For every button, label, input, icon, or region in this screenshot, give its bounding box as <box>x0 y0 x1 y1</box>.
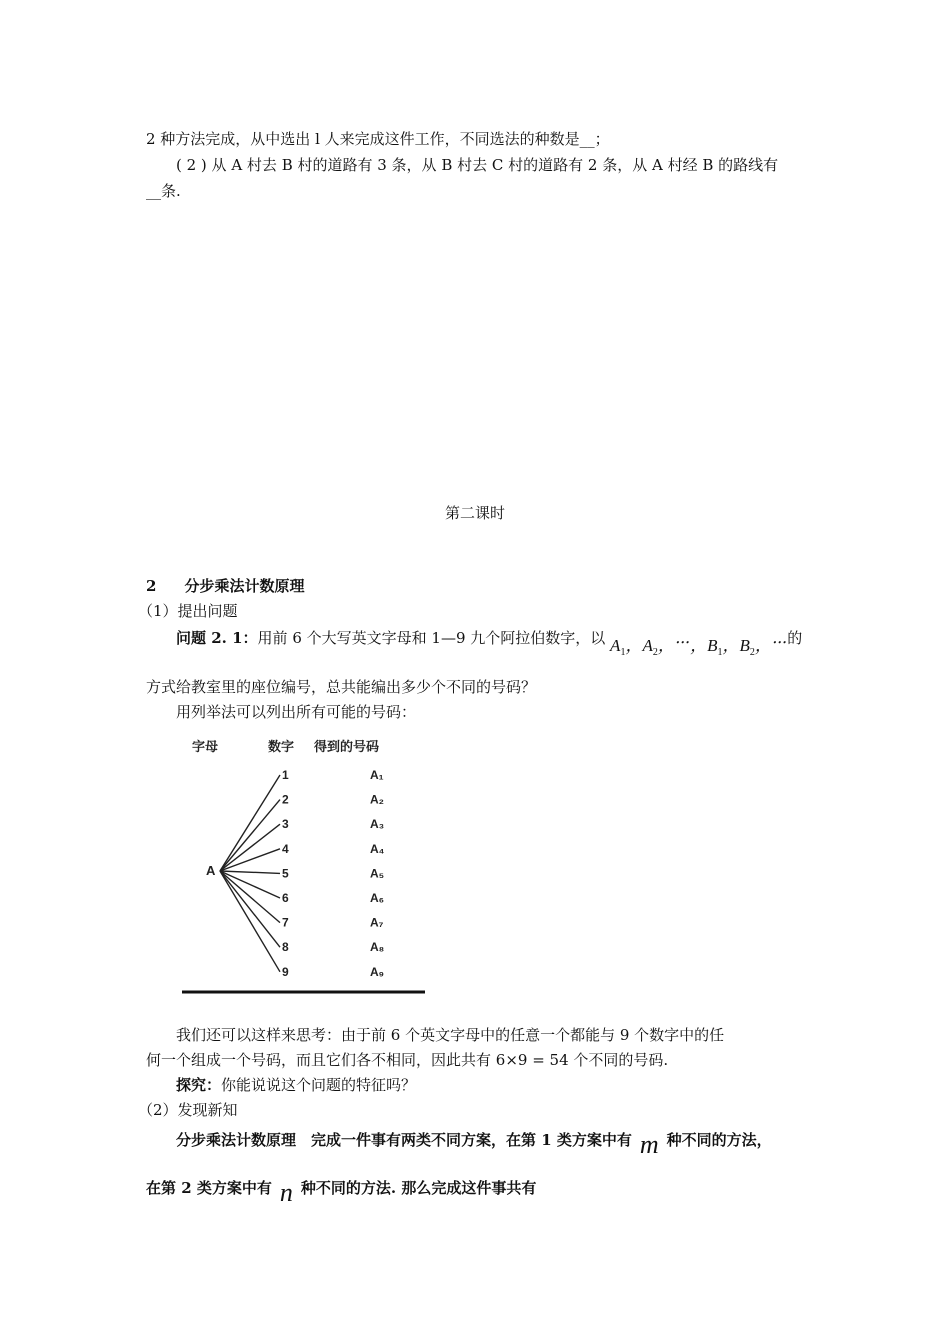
tree-branch <box>220 871 280 947</box>
problem-label: 问题 2. 1： <box>176 629 258 647</box>
explore-label: 探究： <box>176 1076 222 1094</box>
tree-code: A₁ <box>370 768 384 782</box>
enumeration-intro: 用列举法可以列出所有可能的号码： <box>176 703 417 721</box>
subsection-1: （1）提出问题 <box>138 602 238 620</box>
variable-n: n <box>279 1178 293 1207</box>
principle-text-a: 分步乘法计数原理 完成一件事有两类不同方案，在第 1 类方案中有 <box>176 1131 632 1149</box>
tree-diagram <box>180 735 430 1000</box>
tree-branch <box>220 824 280 871</box>
tree-branch <box>220 775 280 871</box>
tree-branch <box>220 871 280 972</box>
problem-text-a: 用前 6 个大写英文字母和 1—9 九个阿拉伯数字，以 <box>257 629 606 647</box>
subsection-2: （2）发现新知 <box>138 1101 238 1119</box>
tree-header: 数字 <box>268 739 295 754</box>
tree-branch <box>220 871 280 898</box>
variable-m: m <box>639 1130 659 1159</box>
tree-code: A₅ <box>370 866 385 881</box>
principle-text-b: 种不同的方法， <box>666 1131 772 1149</box>
tree-code: A₇ <box>370 915 384 930</box>
tree-header: 字母 <box>192 739 219 754</box>
problem-text-b: 的 <box>787 629 803 647</box>
tree-code: A₆ <box>370 891 385 905</box>
principle-text-c: 在第 2 类方案中有 <box>146 1179 272 1197</box>
think-line-2: 何一个组成一个号码，而且它们各不相同，因此共有 6×9 = 54 个不同的号码. <box>146 1051 669 1069</box>
tree-code: A₃ <box>370 817 385 832</box>
problem-line-2: 方式给教室里的座位编号，总共能编出多少个不同的号码？ <box>146 678 537 696</box>
text-line-1: 2 种方法完成，从中选出 l 人来完成这件工作，不同选法的种数是__； <box>146 130 610 148</box>
text-line-3: __条. <box>146 182 181 200</box>
tree-digit: 2 <box>282 792 289 807</box>
tree-digit: 7 <box>282 915 289 930</box>
principle-text-d: 种不同的方法. 那么完成这件事共有 <box>300 1179 537 1197</box>
principle-line-1 <box>176 1124 772 1159</box>
section-number: 2 <box>146 577 157 595</box>
section-title: 分步乘法计数原理 <box>184 577 305 595</box>
tree-digit: 3 <box>282 817 289 832</box>
tree-header: 得到的号码 <box>314 739 380 754</box>
tree-digit: 8 <box>282 940 289 955</box>
section-heading <box>146 573 304 599</box>
tree-digit: 5 <box>282 866 289 881</box>
explore-text: 你能说说这个问题的特征吗？ <box>221 1076 417 1094</box>
tree-branch <box>220 871 280 873</box>
tree-digit: 6 <box>282 891 289 905</box>
tree-root-label: A <box>206 863 216 878</box>
formula-sequence: $A_1$，$A_2$，⋯，$B_1$，$B_2$，⋯ <box>610 628 788 658</box>
tree-code: A₂ <box>370 792 384 807</box>
tree-branch <box>220 871 280 923</box>
tree-code: A₄ <box>370 841 385 856</box>
tree-digit: 4 <box>282 841 289 856</box>
text-line-2: ( 2 ) 从 A 村去 B 村的道路有 3 条，从 B 村去 C 村的道路有 2 条，从 A 村经 B 的路线有 <box>176 156 779 174</box>
lesson-title: 第二课时 <box>444 504 505 522</box>
principle-line-2 <box>146 1172 537 1207</box>
problem-line <box>176 625 803 658</box>
tree-digit: 1 <box>282 768 289 782</box>
explore-line <box>176 1072 416 1098</box>
tree-digit: 9 <box>282 964 289 979</box>
think-line-1: 我们还可以这样来思考：由于前 6 个英文字母中的任意一个都能与 9 个数字中的任 <box>176 1026 725 1044</box>
tree-code: A₉ <box>370 964 385 979</box>
tree-code: A₈ <box>370 940 385 955</box>
